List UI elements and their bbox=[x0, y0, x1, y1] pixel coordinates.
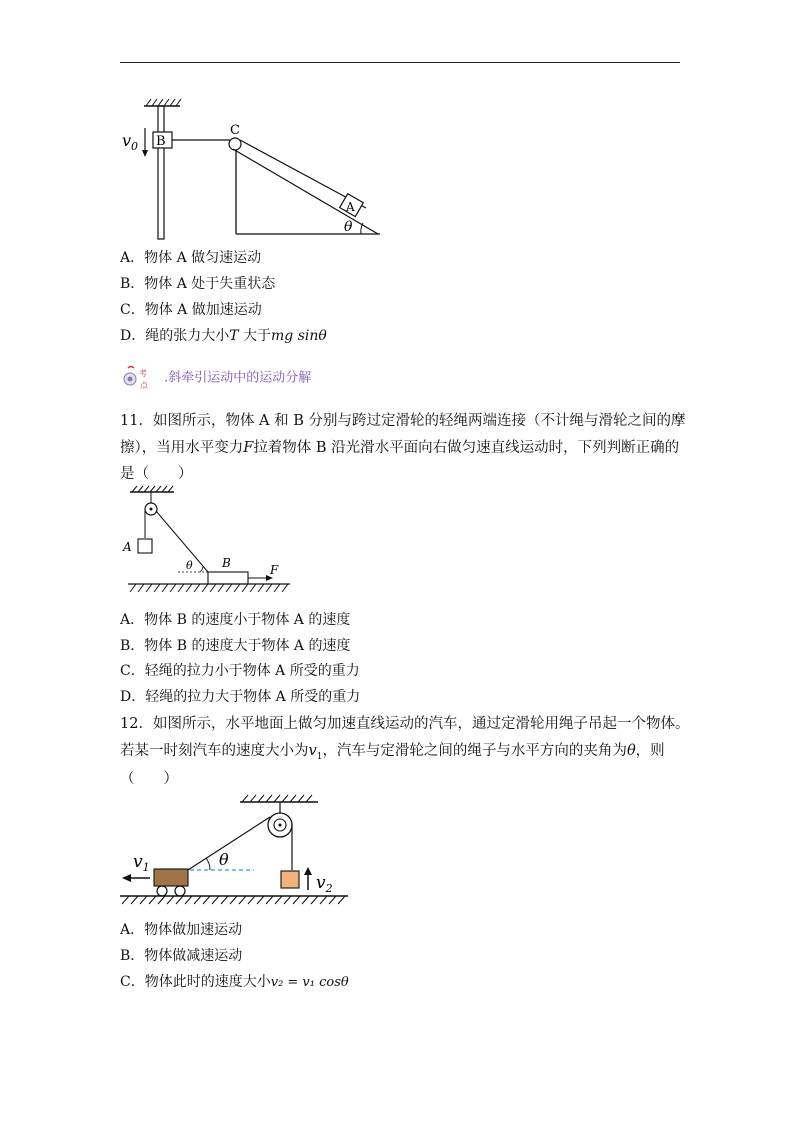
figure-q12 bbox=[118, 792, 353, 910]
figure-incline-pulley bbox=[118, 96, 388, 241]
label-B: B bbox=[156, 134, 166, 149]
q12-option-c: C．物体此时的速度大小v₂ = v₁ cosθ bbox=[120, 974, 349, 990]
q12-option-b: B．物体做减速运动 bbox=[120, 948, 243, 964]
label-A: A bbox=[346, 200, 355, 214]
q11-line1: 11．如图所示，物体 A 和 B 分别与跨过定滑轮的轻绳两端连接（不计绳与滑轮之间的摩 bbox=[120, 413, 686, 429]
q12-option-a: A．物体做加速运动 bbox=[120, 922, 243, 938]
q11-option-d: D．轻绳的拉力大于物体 A 所受的重力 bbox=[120, 689, 361, 705]
label-F: F bbox=[270, 563, 279, 577]
prev-option-d: D．绳的张力大小T 大于mg sinθ bbox=[120, 328, 327, 344]
label-theta: θ bbox=[344, 219, 353, 235]
label-v1: $v_1$ bbox=[133, 852, 150, 874]
q12-line2: 若某一时刻汽车的速度大小为$v_1$，汽车与定滑轮之间的绳子与水平方向的夹角为θ，则 bbox=[120, 743, 665, 762]
topic-tag bbox=[120, 365, 311, 391]
prev-option-c: C．物体 A 做加速运动 bbox=[120, 302, 262, 318]
label-B: B bbox=[222, 556, 231, 570]
label-theta: θ bbox=[186, 559, 193, 572]
label-A: A bbox=[123, 540, 132, 554]
svg-text:考: 考 bbox=[139, 369, 147, 378]
figure-q11 bbox=[118, 484, 298, 599]
header-rule bbox=[120, 62, 680, 63]
q11-option-b: B．物体 B 的速度大于物体 A 的速度 bbox=[120, 638, 351, 654]
label-theta: θ bbox=[219, 850, 229, 869]
q11-line2: 擦），当用水平变力F拉着物体 B 沿光滑水平面向右做匀速直线运动时，下列判断正确的 bbox=[120, 440, 680, 456]
label-v0: $v_0$ bbox=[122, 131, 139, 153]
topic-tag-text: .斜牵引运动中的运动分解 bbox=[164, 370, 312, 386]
q12-line3: （ ） bbox=[120, 771, 178, 787]
q12-line1: 12．如图所示，水平地面上做匀加速直线运动的汽车，通过定滑轮用绳子吊起一个物体。 bbox=[120, 716, 690, 732]
prev-option-b: B．物体 A 处于失重状态 bbox=[120, 276, 276, 292]
label-C: C bbox=[230, 123, 240, 138]
q11-option-a: A．物体 B 的速度小于物体 A 的速度 bbox=[120, 612, 351, 628]
q11-option-c: C．轻绳的拉力小于物体 A 所受的重力 bbox=[120, 663, 360, 679]
label-v2: $v_2$ bbox=[316, 873, 333, 895]
prev-option-a: A．物体 A 做匀速运动 bbox=[120, 250, 262, 266]
topic-badge-icon bbox=[120, 365, 160, 391]
q11-line3: 是（ ） bbox=[120, 466, 193, 482]
svg-text:点: 点 bbox=[140, 381, 148, 390]
